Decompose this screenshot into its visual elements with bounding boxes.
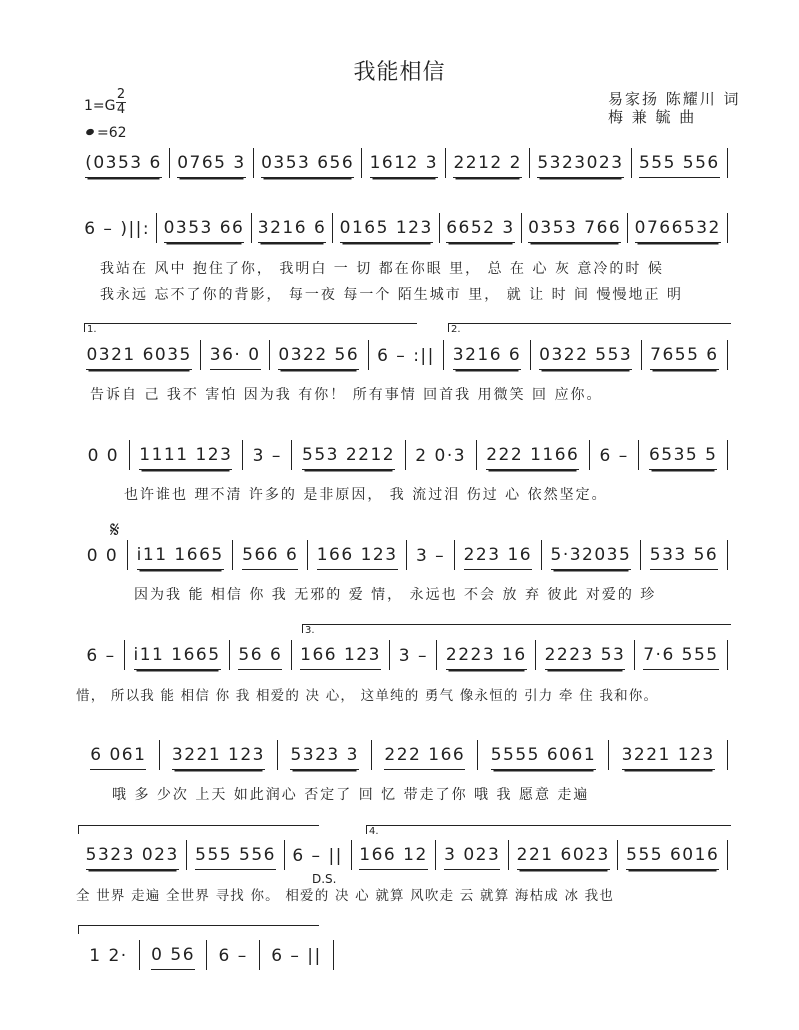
measure [444, 340, 530, 370]
note-group: 7·6 555 [643, 645, 718, 670]
note-group: 6 – )||: [84, 219, 151, 239]
measure [270, 340, 369, 370]
measure [160, 740, 279, 770]
lyrics-line-7: 哦 多 少次 上天 如此润心 否定了 回 忆 带走了你 哦 我 愿意 走遍 [112, 787, 590, 803]
note-group: 566 6 [242, 545, 298, 570]
note-group: 3 – [252, 446, 282, 466]
measure [522, 213, 629, 243]
note-group: 6 – [86, 646, 116, 666]
measure [362, 148, 446, 178]
measure [285, 840, 352, 870]
measure [446, 148, 530, 178]
note-group: 1612 3 [370, 153, 438, 178]
volta-4: 4. [366, 825, 731, 834]
note-group: 0165 123 [340, 218, 433, 243]
tempo-marking: =62 [97, 125, 127, 141]
note-group: 3221 123 [622, 745, 715, 770]
measure [590, 440, 639, 470]
measure [639, 440, 728, 470]
note-group: 555 556 [639, 153, 720, 178]
measure [292, 440, 405, 470]
note-group: 5323 3 [290, 745, 358, 770]
notation-line-3 [78, 340, 728, 370]
measure [509, 840, 618, 870]
note-group: 6 – [599, 446, 629, 466]
lyrics-verse-2: 我永远 忘不了你的背影， 每一夜 每一个 陌生城市 里， 就 让 时 间 慢慢地正 明 [100, 287, 683, 303]
note-group: 6652 3 [446, 218, 514, 243]
measure [78, 940, 140, 970]
measure [201, 340, 270, 370]
note-group: 2223 53 [545, 645, 626, 670]
lyrics-verse-1: 我站在 风中 抱住了你， 我明白 一 切 都在你眼 里， 总 在 心 灰 意冷的时 候 [100, 261, 664, 277]
measure [128, 540, 233, 570]
note-group: 2212 2 [453, 153, 521, 178]
notation-line-8 [78, 840, 728, 870]
composer-credit: 梅 兼 毓 曲 [608, 108, 697, 126]
time-top: 2 [116, 87, 126, 102]
note-group: 3216 6 [258, 218, 326, 243]
lyrics-line-3: 告诉自 己 我不 害怕 因为我 有你！ 所有事情 回首我 用微笑 回 应你。 [90, 387, 603, 403]
note-group: 0 0 [86, 546, 119, 566]
measure [278, 740, 372, 770]
notation-line-9 [78, 940, 334, 970]
note-group: 5·32035 [551, 545, 632, 570]
measure [254, 148, 363, 178]
notation-line-6 [78, 640, 728, 670]
measure [157, 213, 251, 243]
note-group: 6 – [218, 946, 248, 966]
lyrics-line-6: 惜， 所以我 能 相信 你 我 相爱的 决 心， 这单纯的 勇气 像永恒的 引力 牵 住 我和你。 [76, 688, 659, 704]
note-group: 555 6016 [626, 845, 719, 870]
measure [477, 440, 590, 470]
segno-icon: 𝄋 [110, 518, 120, 543]
notation-line-7 [78, 740, 728, 770]
lyrics-line-5: 因为我 能 相信 你 我 无邪的 爱 情， 永远也 不会 放 弃 彼此 对爱的 珍 [134, 587, 657, 603]
lyricist-credit: 易家扬 陈耀川 词 [608, 90, 741, 108]
measure [372, 740, 478, 770]
note-group: 0322 56 [278, 345, 359, 370]
note-group: 6 – || [292, 846, 343, 866]
key-signature: 1=G [84, 98, 116, 114]
note-group: 56 6 [238, 645, 282, 670]
measure [369, 340, 445, 370]
note-group: 36· 0 [210, 345, 261, 370]
note-group: 5555 6061 [491, 745, 596, 770]
note-group: 1 2· [89, 946, 128, 966]
lyrics-line-4: 也许谁也 理不清 许多的 是非原因， 我 流过泪 伤过 心 依然坚定。 [124, 487, 608, 503]
measure [531, 340, 642, 370]
note-group: 533 56 [650, 545, 718, 570]
measure [78, 540, 128, 570]
measure [632, 148, 728, 178]
measure [436, 840, 509, 870]
volta-end-2 [78, 925, 319, 934]
measure [437, 640, 536, 670]
note-group: 6 – || [271, 946, 322, 966]
measure [78, 440, 130, 470]
measure [406, 440, 477, 470]
measure [207, 940, 260, 970]
note-group: 5323 023 [86, 845, 179, 870]
note-group: 3 – [398, 646, 429, 666]
measure [440, 213, 522, 243]
measure [140, 940, 207, 970]
measure [618, 840, 727, 870]
measure [170, 148, 254, 178]
measure [187, 840, 284, 870]
note-group: i11 1665 [137, 545, 224, 570]
note-group: 6 061 [90, 745, 146, 770]
note-group: 166 12 [359, 845, 427, 870]
measure [641, 540, 728, 570]
note-group: 555 556 [195, 845, 276, 870]
note-group: 3221 123 [172, 745, 265, 770]
note-group: 0 56 [151, 945, 195, 970]
note-group: 0353 766 [528, 218, 621, 243]
note-group: 3 – [415, 546, 446, 566]
measure [78, 840, 187, 870]
measure [308, 540, 407, 570]
time-bottom: 4 [116, 102, 126, 117]
measure [78, 640, 125, 670]
measure [230, 640, 292, 670]
note-group: 2223 16 [446, 645, 527, 670]
note-group: 2 0·3 [415, 446, 467, 466]
note-group: 0353 66 [164, 218, 245, 243]
measure [352, 840, 437, 870]
measure [125, 640, 230, 670]
measure [542, 540, 641, 570]
measure [260, 940, 334, 970]
note-group: 0322 553 [539, 345, 632, 370]
measure [628, 213, 728, 243]
volta-end-1 [78, 825, 319, 834]
note-group: 7655 6 [650, 345, 718, 370]
measure [642, 340, 728, 370]
measure [292, 640, 391, 670]
measure [130, 440, 243, 470]
measure [536, 640, 635, 670]
measure [78, 213, 157, 243]
measure [233, 540, 308, 570]
measure [407, 540, 455, 570]
measure [252, 213, 334, 243]
volta-2: 2. [448, 323, 731, 332]
quarter-note-icon [85, 128, 95, 136]
note-group: 3 023 [444, 845, 500, 870]
notation-line-5 [78, 540, 728, 570]
note-group: 223 16 [464, 545, 532, 570]
measure [78, 340, 201, 370]
measure [78, 740, 160, 770]
measure [78, 148, 170, 178]
note-group: 0766532 [635, 218, 721, 243]
notation-line-2 [78, 213, 728, 243]
note-group: i11 1665 [134, 645, 221, 670]
note-group: 5323023 [537, 153, 623, 178]
note-group: 166 123 [300, 645, 381, 670]
note-group: 6535 5 [649, 445, 717, 470]
measure [390, 640, 437, 670]
song-title: 我能相信 [353, 60, 446, 85]
measure [635, 640, 728, 670]
volta-3: 3. [302, 624, 731, 633]
note-group: 0765 3 [177, 153, 245, 178]
lyrics-line-8: 全 世界 走遍 全世界 寻找 你。 相爱的 决 心 就算 风吹走 云 就算 海枯成 冰 我也 [76, 888, 615, 904]
note-group: 166 123 [317, 545, 398, 570]
time-signature [116, 88, 126, 117]
note-group: (0353 6 [85, 153, 162, 178]
note-group: 0353 656 [261, 153, 354, 178]
note-group: 3216 6 [453, 345, 521, 370]
measure [333, 213, 440, 243]
measure [530, 148, 632, 178]
notation-line-4 [78, 440, 728, 470]
note-group: 0321 6035 [86, 345, 191, 370]
measure [455, 540, 542, 570]
measure [243, 440, 292, 470]
note-group: 6 – :|| [377, 346, 435, 366]
measure [609, 740, 728, 770]
note-group: 1111 123 [139, 445, 232, 470]
dal-segno-mark: D.S. [312, 872, 337, 886]
note-group: 0 0 [87, 446, 120, 466]
note-group: 553 2212 [302, 445, 395, 470]
volta-1: 1. [84, 323, 417, 332]
notation-line-1 [78, 148, 728, 178]
note-group: 221 6023 [517, 845, 610, 870]
measure [478, 740, 609, 770]
note-group: 222 166 [384, 745, 465, 770]
note-group: 222 1166 [486, 445, 579, 470]
